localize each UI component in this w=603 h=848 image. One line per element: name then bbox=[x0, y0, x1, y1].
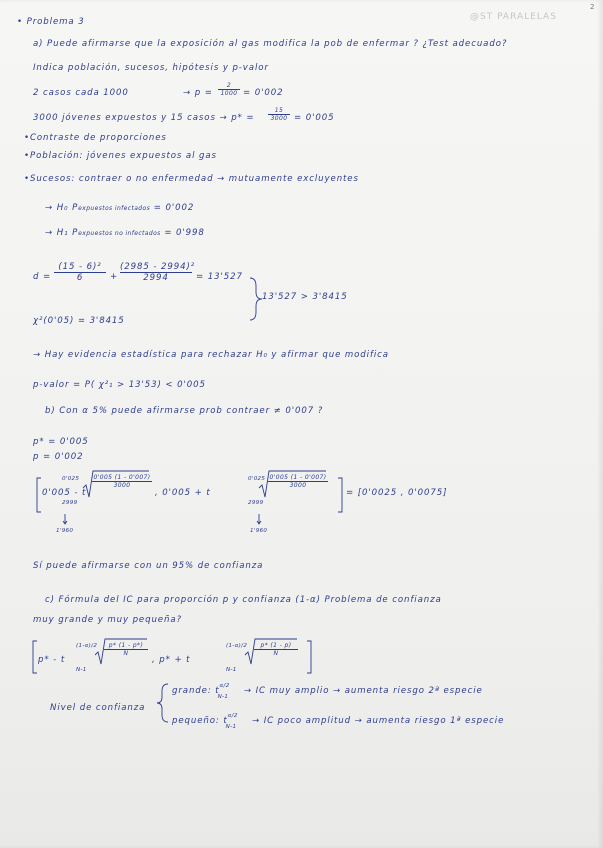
events-text: Sucesos: contraer o no enfermedad → mutuamente excluyentes bbox=[29, 174, 359, 184]
page-number: 2 bbox=[590, 3, 596, 11]
formula-sub-1: N-1 bbox=[76, 667, 87, 673]
grande-line bbox=[172, 683, 483, 700]
exposed-line: 3000 jóvenes expuestos y 15 casos → p* = bbox=[33, 113, 255, 123]
formula-fraction-1-den: N bbox=[104, 649, 148, 657]
pequeno-sup: α/2 bbox=[227, 713, 238, 719]
p-fraction-den: 1000 bbox=[218, 89, 240, 97]
part-c-question-2: muy grande y muy pequeña? bbox=[33, 615, 182, 625]
p-value-b: p = 0'002 bbox=[33, 452, 84, 462]
rate-line-left: 2 casos cada 1000 bbox=[33, 88, 129, 98]
left-bracket-icon bbox=[33, 641, 37, 673]
pstar-value: p* = 0'005 bbox=[33, 437, 89, 447]
conclusion-b: Sí puede afirmarse con un 95% de confianza bbox=[33, 561, 264, 571]
formula-fraction-2 bbox=[254, 642, 298, 657]
formula-mid: , p* + t bbox=[152, 655, 191, 665]
p-fraction-num: 2 bbox=[226, 82, 232, 89]
h0-subscript: expuestos infectados bbox=[78, 205, 151, 212]
sqrt-fraction-2-num: 0'005 (1 - 0'007) bbox=[269, 474, 327, 481]
t-value-2: 1'960 bbox=[250, 528, 268, 534]
pequeno-sub: N-1 bbox=[225, 724, 237, 730]
formula-fraction-2-num: p* (1 - p) bbox=[260, 642, 292, 649]
h0-label: → H₀ P bbox=[45, 203, 79, 213]
faint-header: @ST PARALELAS bbox=[470, 12, 557, 22]
pvalue-line: p-valor = P( χ²₁ > 13'53) < 0'005 bbox=[33, 380, 206, 390]
d-plus: + bbox=[110, 272, 119, 282]
part-a-question-2: Indica población, sucesos, hipótesis y p-valor bbox=[33, 63, 269, 73]
d-fraction-1-num: (15 - 6)² bbox=[58, 262, 102, 272]
population-text: Población: jóvenes expuestos al gas bbox=[29, 151, 217, 161]
h0-value: = 0'002 bbox=[153, 203, 195, 213]
sqrt-fraction-1-num: 0'005 (1 - 0'007) bbox=[93, 474, 151, 481]
interval-left: 0'005 - t bbox=[42, 488, 87, 498]
grande-sup: α/2 bbox=[219, 683, 230, 689]
formula-fraction-1 bbox=[104, 642, 148, 657]
d-result: = 13'527 bbox=[196, 272, 243, 282]
sqrt-fraction-2 bbox=[268, 474, 328, 489]
interval-result: = [0'0025 , 0'0075] bbox=[346, 488, 448, 498]
exposed-line-result: = 0'005 bbox=[294, 113, 335, 123]
d-label: d = bbox=[33, 272, 52, 282]
conclusion-a: → Hay evidencia estadística para rechazar H₀ y afirmar que modifica bbox=[33, 350, 389, 360]
h1-label: → H₁ P bbox=[45, 228, 79, 238]
part-b-question: b) Con α 5% puede afirmarse prob contraer ≠ 0'007 ? bbox=[45, 406, 324, 416]
bullet-icon: • bbox=[24, 174, 30, 184]
pstar-fraction-den: 3000 bbox=[268, 114, 290, 122]
part-a-question: a) Puede afirmarse que la exposición al gas modifica la pob de enfermar ? ¿Test adecuado? bbox=[33, 39, 508, 49]
sqrt-fraction-1 bbox=[92, 474, 152, 489]
down-arrow-icon bbox=[257, 514, 261, 524]
down-arrow-icon bbox=[63, 514, 67, 524]
pequeno-rest: → IC poco amplitud → aumenta riesgo 1ª especie bbox=[251, 716, 505, 726]
t-sup-2: 0'025 bbox=[248, 476, 266, 482]
d-fraction-2-den: 2994 bbox=[120, 272, 192, 283]
formula-left: p* - t bbox=[38, 655, 66, 665]
formula-sup-2: (1-α)/2 bbox=[226, 643, 248, 649]
t-sub-2: 2999 bbox=[248, 500, 264, 506]
brace-result: 13'527 > 3'8415 bbox=[262, 292, 348, 302]
curly-brace-icon bbox=[157, 684, 168, 722]
pequeno-label: pequeño: t bbox=[172, 716, 228, 726]
d-fraction-2-num: (2985 - 2994)² bbox=[120, 262, 196, 272]
confidence-level-label: Nivel de confianza bbox=[50, 703, 146, 713]
chi-critical: χ²(0'05) = 3'8415 bbox=[33, 316, 125, 326]
grande-sub: N-1 bbox=[217, 694, 229, 700]
rate-line-result: = 0'002 bbox=[243, 88, 284, 98]
t-sup-1: 0'025 bbox=[62, 476, 80, 482]
contrast-text: Contraste de proporciones bbox=[29, 133, 167, 143]
bullet-icon: • bbox=[17, 17, 23, 27]
bullet-icon: • bbox=[24, 133, 30, 143]
formula-sub-2: N-1 bbox=[226, 667, 237, 673]
left-bracket-icon bbox=[37, 478, 41, 512]
t-sub-1: 2999 bbox=[62, 500, 78, 506]
bullet-icon: • bbox=[24, 151, 30, 161]
h1-subscript: expuestos no infectados bbox=[78, 230, 161, 237]
rate-line-eq: → p = bbox=[183, 88, 213, 98]
t-value-1: 1'960 bbox=[56, 528, 74, 534]
right-bracket-icon bbox=[307, 641, 311, 673]
right-bracket-icon bbox=[338, 478, 342, 512]
d-fraction-1-den: 6 bbox=[54, 272, 106, 283]
curly-brace-icon bbox=[250, 278, 262, 320]
grande-rest: → IC muy amplio → aumenta riesgo 2ª especie bbox=[243, 686, 483, 696]
interval-mid: , 0'005 + t bbox=[155, 488, 211, 498]
h1-value: = 0'998 bbox=[164, 228, 205, 238]
formula-fraction-1-num: p* (1 - p*) bbox=[108, 642, 144, 649]
formula-sup-1: (1-α)/2 bbox=[76, 643, 98, 649]
part-c-question: c) Fórmula del IC para proporción p y confianza (1-α) Problema de confianza bbox=[45, 595, 442, 605]
formula-fraction-2-den: N bbox=[254, 649, 298, 657]
sqrt-fraction-2-den: 3000 bbox=[268, 481, 328, 489]
pequeno-line bbox=[172, 713, 505, 730]
pstar-fraction-num: 15 bbox=[274, 107, 284, 114]
problem-title-text: Problema 3 bbox=[26, 17, 85, 27]
grande-label: grande: t bbox=[172, 686, 220, 696]
sqrt-fraction-1-den: 3000 bbox=[92, 481, 152, 489]
